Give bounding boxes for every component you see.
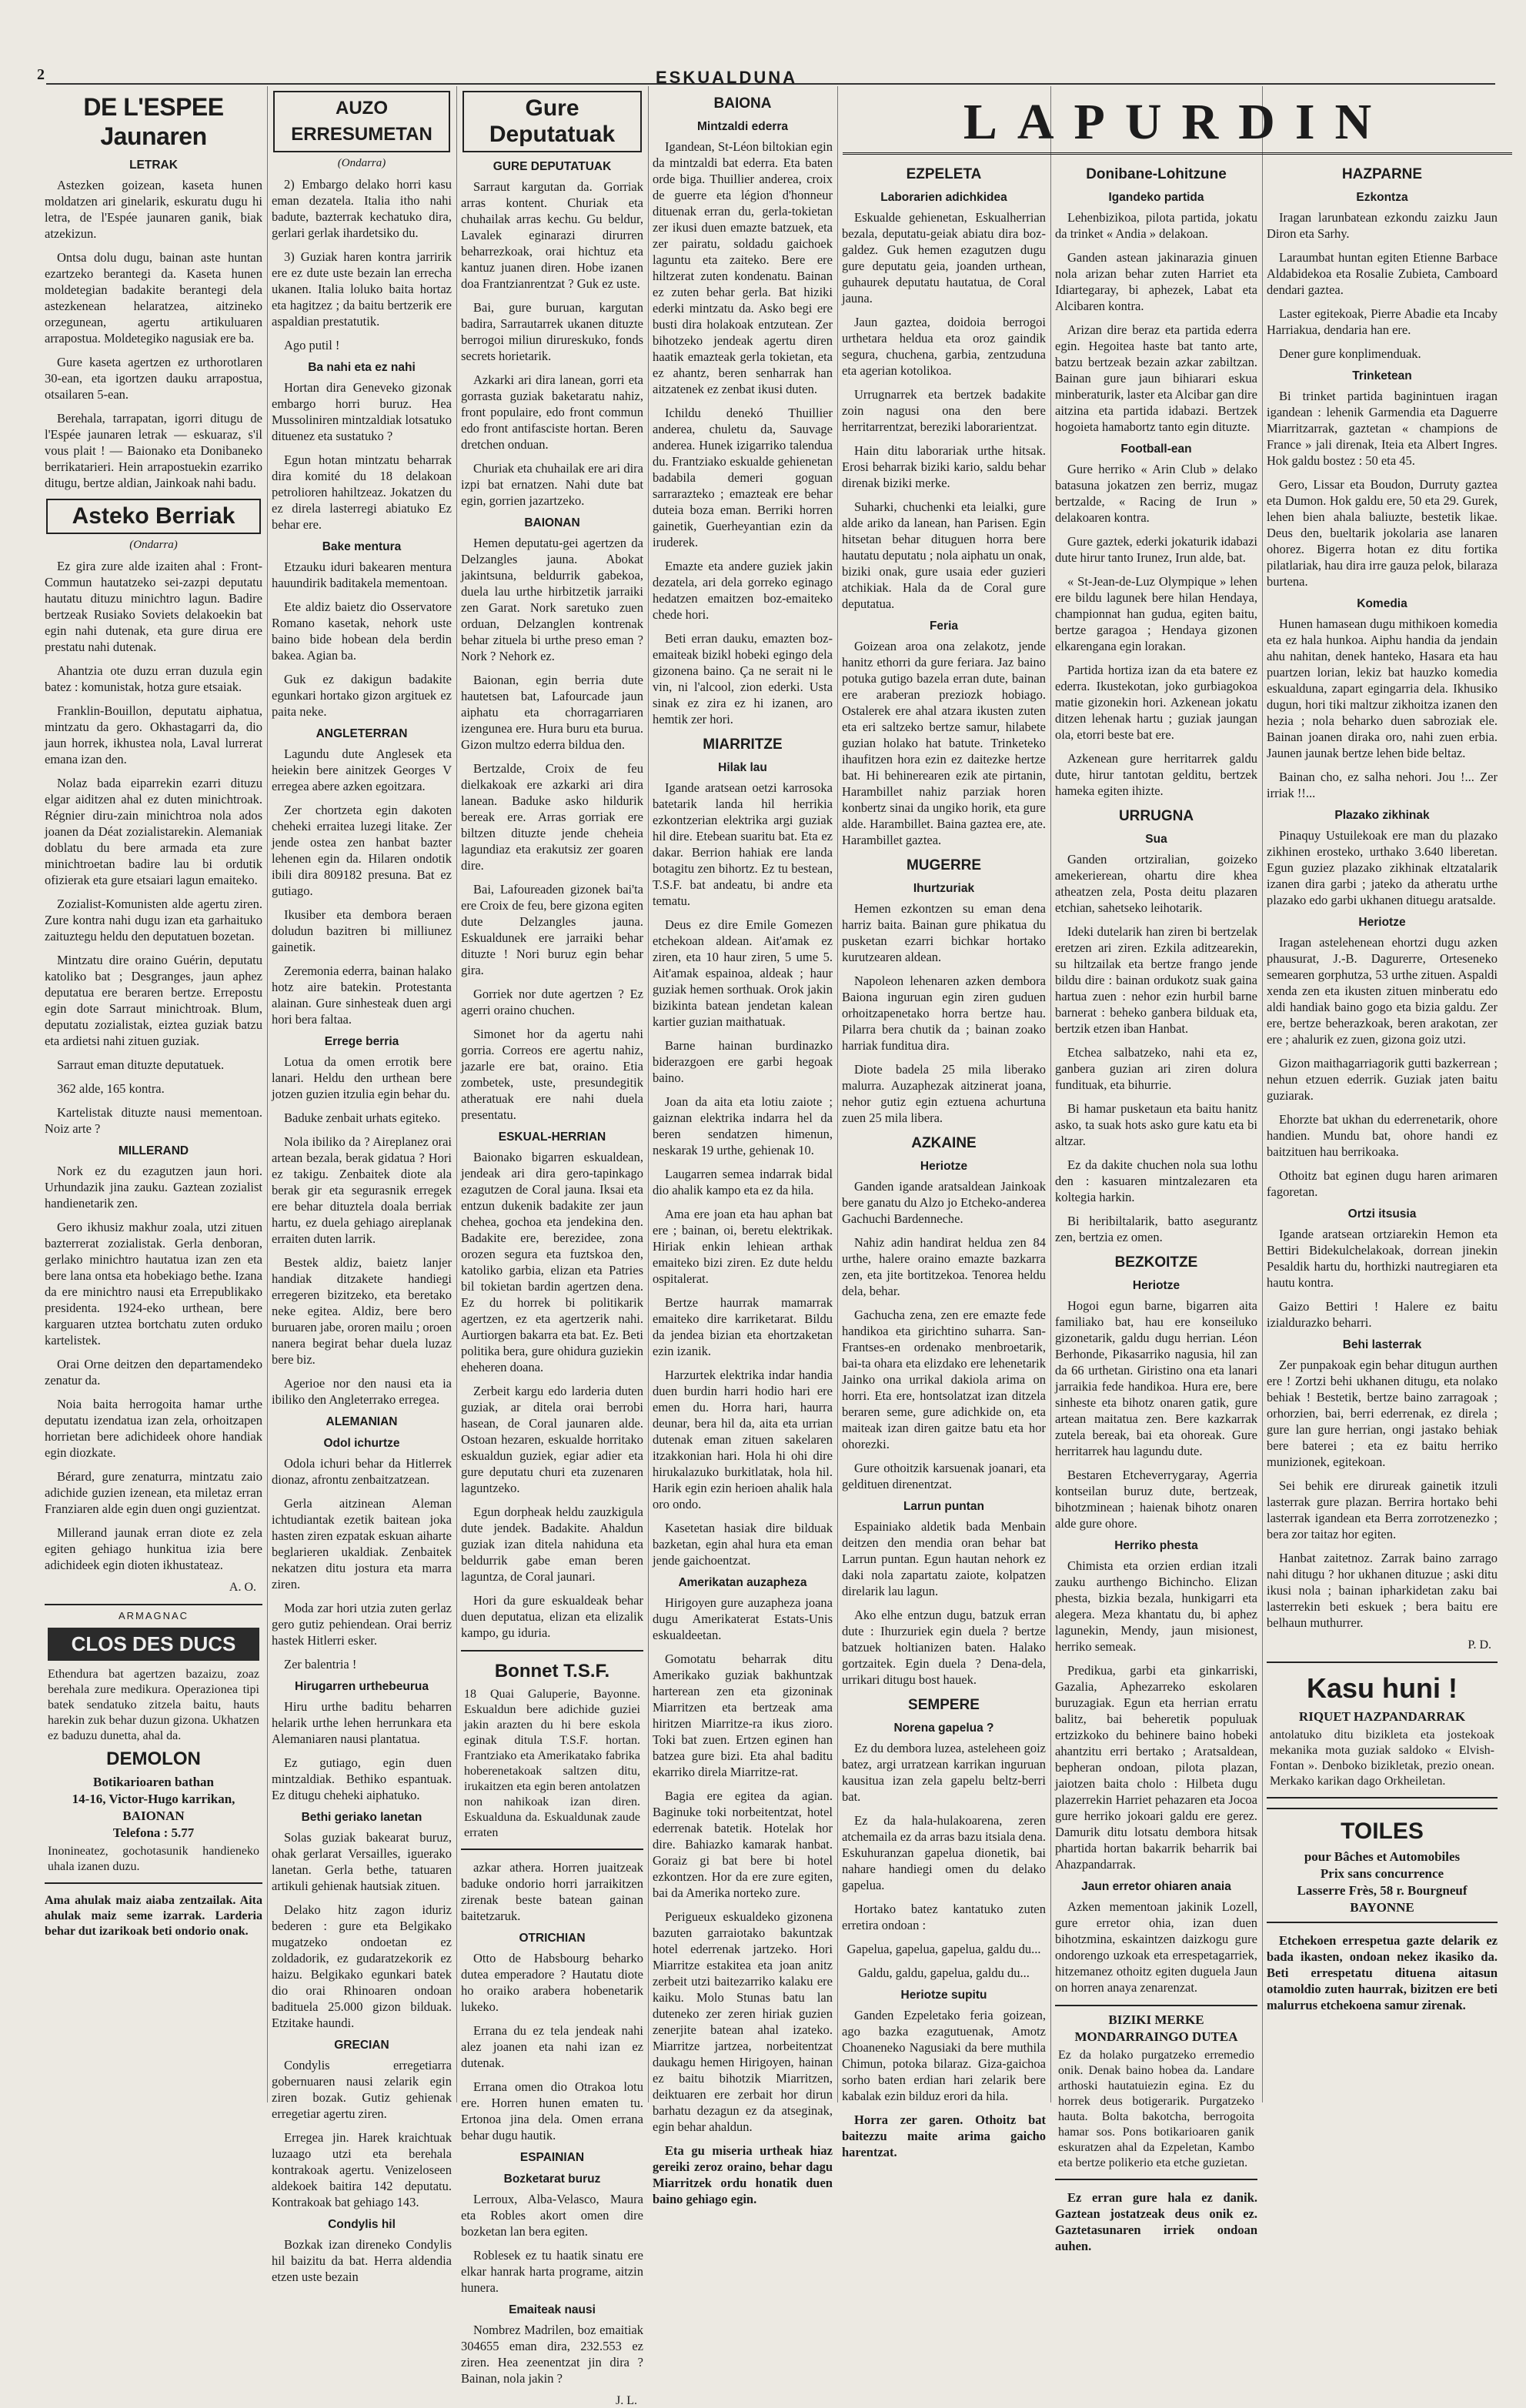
paragraph: Laster egitekoak, Pierre Abadie eta Incaby Harriakua, dendaria han ere.: [1267, 306, 1498, 337]
paragraph: Hemen deputatu-gei agertzen da Delzangles jauna. Abokat jakintsuna, beldurrik gabekoa, duela lau urthe hirbitzetik jarraiki zen Garat. Nork saretuko zuen orduan, Delzanglen kontrenak behar zituela bi urthe preso eman ? Nork ? Nehork ez.: [461, 536, 643, 663]
paragraph: Urrugnarrek eta bertzek badakite zoin nagusi ona den bere herritarrentzat, bereziki laborarientzat.: [842, 387, 1046, 434]
paragraph: Churiak eta chuhailak ere ari dira izpi bat ernatzen. Nahi dute bat egin, gorrien jazartzeko.: [461, 461, 643, 508]
paragraph: Gachucha zena, zen ere emazte fede handikoa eta girichtino suharra. San-Frantses-en ordenako menbroetarik, bai-ta ohara eta elizdako ere lehenetarik Jainko ona urrikal dakiola arima on horri. Eta ere, hontsolatzat izan ditzela beraren seme, gure adichkide on, eta maiteak izan diren gaitze batu eta hor ohorezki.: [842, 1308, 1046, 1451]
paragraph: Azken mementoan jakinik Lozell, gure erretor ohia, izan duen bihotzmina, eskaintzen daizkogu gure ondorengo uzkoak eta errespetagarriek, hitzemanez othoitz egiten duguela Jaun on horren anaya zenarenzat.: [1055, 1899, 1257, 1995]
paragraph: Zer punpakoak egin behar ditugun aurthen ere ! Zortzi behi ukhanen ditugu, eta nolako behiak ! Bestetik, bertze baino zarragoak ; orhorzien, bai, berri ederrenak, ez direla ; gure lan gure herrian, ongi jastako behiak bere baterei ; eta ez baitu herriko munizionek, egitekoan.: [1267, 1358, 1498, 1469]
article-title: Asteko Berriak: [46, 499, 261, 534]
paragraph: Ikusiber eta dembora beraen doludun bazitren bi milliunez gainetik.: [272, 907, 452, 954]
section-heading: Ba nahi eta ez nahi: [308, 361, 416, 374]
ad-title: Bonnet T.S.F.: [494, 1661, 610, 1682]
paragraph: Gure gaztek, ederki jokaturik idabazi dute hirur tanto Irunez, Irun alde, bat.: [1055, 534, 1257, 565]
paragraph: Eta gu miseria urtheak hiaz gereiki zeroz oraino, behar dagu Miarritzek ordu honatik duen baino gehiago egin.: [653, 2143, 833, 2206]
paragraph: Gorriek nor dute agertzen ? Ez agerri oraino chuchen.: [461, 987, 643, 1017]
paragraph: Lagundu dute Anglesek eta heiekin bere ainitzek Georges V erregea abere azken egoitzara.: [272, 746, 452, 793]
column-rule: [648, 86, 649, 2102]
section-heading: Emaiteak nausi: [509, 2303, 596, 2316]
section-heading: Ihurtzuriak: [913, 882, 975, 895]
paragraph: Zeremonia ederra, bainan halako hotz aire batekin. Protestanta alainan. Gure sinhesteak duen argi hori bera faltaa.: [272, 964, 452, 1027]
paragraph: Gizon maithagarriagorik gutti bazkerrean ; nehun etzuen ederrik. Guziak jaten baitu guziarak.: [1267, 1056, 1498, 1103]
paragraph: Moda zar hori utzia zuten gerlaz gero gutiz pehiendean. Orai berriz hastek Hitlerri esker.: [272, 1601, 452, 1648]
section-heading: Norena gapelua ?: [893, 1722, 994, 1735]
paragraph: 3) Guziak haren kontra jarririk ere ez dute uste bezain lan errecha ukanen. Italia loluko baita hortaz eta hagitzez ; da baitu bertzerik ere aspaldian prestatutik.: [272, 249, 452, 329]
section-heading: Odol ichurtze: [323, 1437, 400, 1450]
section-heading: Laborarien adichkidea: [880, 191, 1007, 204]
paragraph: Ete aldiz baietz dio Osservatore Romano kasetak, nehork uste baino bide hobean dela berdin bakea. Agian ba.: [272, 599, 452, 663]
paragraph: 2) Embargo delako horri kasu eman dezatela. Italia itho nahi badute, bazterrak kechatuko dira, gerlari gerlak ihardetsiko du.: [272, 177, 452, 240]
paragraph: Baduke zenbait urhats egiteko.: [284, 1110, 441, 1125]
paragraph: Solas guziak bakearat buruz, ohak gerlarat Versailles, iguerako lanetan. Gerla bethe, tatuaren artikuli gehienak hautsiak zituen.: [272, 1830, 452, 1893]
paragraph: Jaun gaztea, doidoia berrogoi urthetara heldua eta oroz gaindik segura, chuchena, garbia, zentzuduna eta agerian kotolikoa.: [842, 315, 1046, 378]
paragraph: Bertze haurrak mamarrak emaiteko dire karriketarat. Bildu da jendea bizian eta ehortzaketan ezin izanik.: [653, 1295, 833, 1358]
section-heading: Condylis hil: [328, 2218, 396, 2231]
paragraph: Nolaz bada eiparrekin ezarri dituzu elgar aiditzen ahal ez duten minichtroak. Régnier diru-zain minichtroa nola ados joanen da Déat zozialistarekin. Alemaniak doblatu du bere armada eta zure minichtroetan badire lau bi ordutik ofizierak eta gure etsaiari lagun emaiteko.: [45, 776, 262, 887]
paragraph: Otto de Habsbourg beharko dutea emperadore ? Hautatu diote ho oraiko arabera hobenetarik lukeko.: [461, 1951, 643, 2014]
advertisement: [1267, 1808, 1498, 1923]
paragraph: Harzurtek elektrika indar handia duen burdin harri hodio hari ere emen du. Horra hari, haurra deunar, bera hil da, aita eta urrian dutenak eman zituen sakelaren itzakkonian hari. Hola hi ohi dire hirukalazuko burkitlatak, hola hil. Harik egin ezin herioen ahalik hala oro ondo.: [653, 1368, 833, 1511]
ad-line: Telefona : 5.77: [112, 1825, 195, 1840]
section-heading: Herriko phesta: [1114, 1539, 1198, 1552]
paragraph: Bi trinket partida baginintuen iragan igandean : lehenik Garmendia eta Daguerre Miarritzarrak, gaztetan « champions de France » jali direnak, Iteia eta Albert Ingres. Hok galdu bostez : 50 eta 45.: [1267, 389, 1498, 468]
section-heading: Heriotze: [920, 1160, 968, 1173]
town-heading: URRUGNA: [1118, 808, 1194, 824]
section-heading: Feria: [929, 620, 959, 633]
paragraph: Bertzalde, Croix de feu dielkakoak ere azkarki ari dira lanean. Baduke asko hildurik bereak ere. Arras gorriak ere biltzen dituzte jende cheheia lagundiaz eta erakutsiz zer goaren dire.: [461, 761, 643, 873]
paragraph: Bestaren Etcheverrygaray, Agerria kontseilan buruz dute, bertzeak, bihotzminean ; haienak bihotz onaren alde gure ohore.: [1055, 1468, 1257, 1531]
paragraph: Goizean aroa ona zelakotz, jende hanitz ethorri da gure feriara. Jaz baino potuka gutigo bazela erran dute, bainan ere araberan preziozk hobiago. Ostalerek ere ahal atzara ikusten zuten eta eri saltzeko bertze samur, hilabete guzian holako hat batute. Trinketeko ihaufitzen hora ezin ez daitezke hertze bat. Hi behinerearen ezik ate pirtanin, Harambillet nahiz parziak horen konbertz sinai da ungiko horik, eta gure alde. Harambillet. Baina gaztea ere, ate. Harambillet gaztea.: [842, 639, 1046, 847]
paragraph: Laugarren semea indarrak bidal dio ahalik kampo eta ez da hila.: [653, 1167, 833, 1197]
paragraph: Hortako batez kantatuko zuten erretira ondoan :: [842, 1902, 1046, 1932]
paragraph: Iragan astelehenean ehortzi dugu azken phausurat, J.-B. Dagurerre, Orteseneko semearen gorphutza, 53 urthe zituen. Aspaldi xenda zen eta ikusten zituen minberatu edo aldi handiak baino gogo eta bizia galdu. Zer ere, bertze beherazkoak, beren arakotan, zer ere ; ahalurik ez zuen, gizona goiz utzi.: [1267, 935, 1498, 1047]
paragraph: Nola ibiliko da ? Aireplanez orai artean bezala, berak gidatua ? Hori ez takigu. Zenbaitek diote ala berak gir eta segurasnik erregek ere behar dituztela doala berriak hartu, ez duela gehiago aireplanak erraiten duten larrik.: [272, 1134, 452, 1246]
paragraph: Bestek aldiz, baietz lanjer handiak ditzakete handiegi erregeren bizitzeko, eta beretako neke egitea. Aldiz, bere bero buruaren jabe, ororen mailu ; oroen nanera begirat behar duela luzaz bere biz.: [272, 1255, 452, 1367]
masthead: ESKUALDUNA: [656, 68, 797, 87]
advertisement: [461, 1650, 643, 1850]
advertisement: [1055, 2005, 1257, 2180]
paragraph: Pinaquy Ustuilekoak ere man du plazako zikhinen erosteko, urthako 3.640 liberetan. Egun guziez plazako zikhinak eltzatalarik izanen dira garbi ; jateko da atheratu urthe plazako edo garbi ukhanen dituegu aratsalde.: [1267, 828, 1498, 907]
paragraph: Nork ez du ezagutzen jaun hori. Urhundazik jina zauku. Gaztean zozialist handienetarik zen.: [45, 1164, 262, 1211]
ad-text: Inonineatez, gochotasunik handieneko uhala izanen duzu.: [48, 1845, 259, 1873]
paragraph: Ako elhe entzun dugu, batzuk erran dute : Ihurzuriek egin duela ? bertze batzuek holtianizen baten. Halako gortzaitek. Egin duela ? Dena-dela, urrikari ditugu bost hauek.: [842, 1608, 1046, 1687]
paragraph: Hirigoyen gure auzapheza joana dugu Amerikaterat Estats-Unis eskualdeetan.: [653, 1595, 833, 1642]
signature: P. D.: [1468, 1638, 1491, 1652]
column-1: [45, 86, 262, 2102]
paragraph: Gapelua, gapelua, gapelua, galdu du...: [846, 1942, 1041, 1956]
town-heading: MUGERRE: [906, 857, 982, 873]
paragraph: Napoleon lehenaren azken dembora Baiona inguruan egin ziren guduen orhoitzapenetako horra bertze hau. Pilarra bera chutik da ; bainan zoako harriak funditua dira.: [842, 974, 1046, 1053]
section-heading: Trinketean: [1352, 369, 1412, 382]
paragraph: Eskualde gehienetan, Eskualherrian bezala, deputatu-geiak abiatu dira boz-galdez. Guk hemen ezagutzen dugu gure deputatu geia, joanden urthean, guhaurek deputatu hautatua, de Coral jauna.: [842, 210, 1046, 306]
paragraph: Lehenbizikoa, pilota partida, jokatu da trinket « Andia » delakoan.: [1055, 210, 1257, 241]
paragraph: Joan da aita eta lotiu zaiote ; gaiznan elektrika indarra hel da beren sendatzen himenun, neskarak 19 urthe, gehienak 10.: [653, 1094, 833, 1157]
paragraph: Gero, Lissar eta Boudon, Durruty gaztea eta Dumon. Hok galdu ere, 50 eta 29. Gurek, lehen bien ahala baliuzte, bestetik likae. Deus den, bueltarik jokolaria ase lanaren ohorez. Bigerra hotan ez ditu fortika pilatlariak, hau dira irre gauza pelok, bilaraza burtena.: [1267, 477, 1498, 589]
section-heading: Igandeko partida: [1108, 191, 1204, 204]
paragraph: Hiru urthe baditu beharren helarik urthe lehen herrunkara eta Alemaniaren nausi plantatua.: [272, 1699, 452, 1746]
paragraph: Iragan larunbatean ezkondu zaizku Jaun Diron eta Sarhy.: [1267, 210, 1498, 241]
paragraph: Sei behik ere dirureak gainetik itzuli lasterrak gure plazan. Berrira hortako behi lasterrak igandean eta Berra zorrotzenezko ; bera zor taitaz hor egiten.: [1267, 1478, 1498, 1541]
top-rule: [46, 83, 1495, 85]
paragraph: Ganden igande aratsaldean Jainkoak bere ganatu du Alzo jo Etcheko-anderea Gachuchi Bardenneche.: [842, 1179, 1046, 1226]
paragraph: Bozkak izan direneko Condylis hil baizitu da bat. Herra aldendia etzen uste bezain: [272, 2237, 452, 2284]
paragraph: Azkarki ari dira lanean, gorri eta gorrasta guziak baketaratu nahiz, front populaire, edo front commun edo front antifasciste hortan. Beren dretchen onduan.: [461, 372, 643, 452]
paragraph: Odola ichuri behar da Hitlerrek dionaz, afrontu zenbaitzatzean.: [272, 1456, 452, 1487]
paragraph: Zozialist-Komunisten alde agertu ziren. Zure kontra nahi dugu izan eta garhaituko zaituztegu heldu den deputatuen bozetan.: [45, 897, 262, 943]
column-rule: [267, 86, 268, 2102]
column-5: [842, 86, 1046, 2159]
section-heading: Behi lasterrak: [1342, 1338, 1422, 1351]
paragraph: Predikua, garbi eta ginkarriski, Gazalia, Aphezarreko eskolaren buruzagiak. Egun eta herrian erratu balitz, bai beheretik populuak ertzizkoko du behinere baino hobeki ahantzitu erri bertako ; Aratsaldean, bepheran ondoan, pilota plazan, jaiotzen baita cholo : Hilbeta dugu plazerrekin Harriet pehazaren eta Jocoa gure herriko jokoari galdu ere gerez. Damurik ditu lotsatu dembora hitsak phartida hortan bakarrik beharrik bai Ahazpandarrak.: [1055, 1663, 1257, 1872]
paragraph: Baionako bigarren eskualdean, jendeak ari dira gero-tapinkago ezagutzen de Coral jauna. Iksai eta entzun dukenik badakite zer jaun chehea, gochoa eta jendekina den. Badakite ere, berezidee, zona orozen segura eta fuztskoa den, katoliko garbia, elizan eta Patries bil tokietan bardin agertzen dena. Ez du horrek bi politikarik agertzen, ez eta agertzerik nahi. Aurtiorgen bakarra eta bat. Ez. Beti politika bera, gure ohidura guziekin eheheren doana.: [461, 1150, 643, 1374]
column-6: [1055, 86, 1257, 2253]
paragraph: Ganden Ezpeletako feria goizean, ago bazka ezagutuenak, Amotz Choaneneko Nagusiaki da bere muthila Chimun, potoka bilaraz. Giza-gaichoa sorho baten erdian hari zelarik bere kabalak ezin bilduz erori da hila.: [842, 2008, 1046, 2103]
paragraph: Hori da gure eskualdeak behar duen deputatua, elizan eta elizalik kampo, gu iduria.: [461, 1593, 643, 1640]
paragraph: Noia baita herrogoita hamar urthe deputatu izendatua izan zela, orhoitzapen horrietan bere adichideek ohore handiak egin diozkate.: [45, 1397, 262, 1460]
paragraph: Azkenean gure herritarrek galdu dute, hirur tantotan gelditu, bertzek hameka egiten ihizte.: [1055, 751, 1257, 798]
column-7: [1267, 86, 1498, 2102]
ad-text: 18 Quai Galuperie, Bayonne. Eskualdun bere adichide guziei jakin arazten du hi bere eskola eginak ditula T.S.F. hortan. Frantziako eta Amerikatako fabrika hoberenetakoak saltzen ditu, irukaitzen eta egin beren antolatzen non nahikoak izan diren. Eskualduna da. Eskualdunak zaude erraten: [464, 1688, 640, 1839]
paragraph: Bi hamar pusketaun eta baitu hanitz asko, ta suak hots asko gure katu eta bi altzar.: [1055, 1101, 1257, 1148]
article-title: AUZO ERRESUMETAN: [273, 91, 450, 152]
column-4: [653, 86, 833, 2206]
paragraph: Zerbeit kargu edo larderia duten guziak, ar ditela orai berrobi hasean, de Coral jaunaren alde. Ostoan hezaren, eskualde horritako eskualdun guziek, egiar adier eta gure deputatu churi eta zuzenaren laguntzeko.: [461, 1384, 643, 1495]
ad-text: antolatuko ditu bizikleta eta jostekoak mekanika mota guziak saldoko « Elvish-Fontan ». Denboko bizikletak, prezio onean. Merkako karikan dago Orkheiletan.: [1270, 1728, 1494, 1788]
paragraph: Guk ez dakigun badakite egunkari hortako gizon argituek ez paita neke.: [272, 672, 452, 719]
column-rule: [837, 86, 838, 2102]
section-banner: LAPURDIN: [963, 94, 1392, 150]
paragraph: Hain ditu laborariak urthe hitsak. Erosi beharrak biziki kario, saldu behar direnak biziki merke.: [842, 443, 1046, 490]
town-heading: AZKAINE: [911, 1135, 977, 1151]
paragraph: Franklin-Bouillon, deputatu aiphatua, mintzatu da gero. Okhastagarri da, dio jaun horrek, ikhustea nola, Laval lurrerat emana izan den.: [45, 703, 262, 766]
paragraph: Diote badela 25 mila liberako malurra. Auzaphezak aitzinerat joana, nehor gutiz egin eztuena achurtuna zuen 25 mila libera.: [842, 1062, 1046, 1125]
ad-line: pour Bâches et Automobiles: [1304, 1849, 1461, 1864]
paragraph: Egun dorpheak heldu zauzkigula dute jendek. Badakite. Ahaldun guziak izan ditela nahiduna eta beldurrik gabe eman beren laguntza, de Coral jaunari.: [461, 1505, 643, 1584]
ad-line: 14-16, Victor-Hugo karrikan,: [72, 1792, 235, 1806]
paragraph: Errana du ez tela jendeak nahi alez joanen eta nahi izan ez dutenak.: [461, 2023, 643, 2070]
town-heading: BAIONA: [713, 95, 772, 112]
paragraph: Ganden ortziralian, goizeko amekerierean, ohartu dire khea atheatzen zela, Posta deitu plazaren etchian, sahetseko leihotarik.: [1055, 852, 1257, 915]
paragraph: Chimista eta orzien erdian itzali zauku aurthengo Bichincho. Elizan phesta, bizkia bezala, hunkigarri eta alegera. Meza khantatu du, bi aphez lagunekin, Mendy, jaun misionest, herriko semeak.: [1055, 1558, 1257, 1654]
paragraph: Ez gutiago, egin duen mintzaldiak. Bethiko espantuak. Ez ditugu cheheki aiphatuko.: [272, 1755, 452, 1802]
ad-line: Lasserre Frès, 58 r. Bourgneuf: [1297, 1883, 1468, 1898]
ad-label: ARMAGNAC: [118, 1610, 189, 1621]
section-heading: Amerikatan auzapheza: [678, 1576, 807, 1589]
paragraph: Bainan cho, ez salha nehori. Jou !... Zer irriak !!...: [1267, 770, 1498, 800]
paragraph: Bai, Lafoureaden gizonek bai'ta ere Croix de feu, bere gizona egiten dute Delzangles jauna. Eskualdunek ere jarraiki behar dituzte ! Nori buruz egin behar gira.: [461, 882, 643, 977]
section-heading: OTRICHIAN: [519, 1932, 586, 1945]
paragraph: Gure othoitzik karsuenak joanari, eta geldituen direnentzat.: [842, 1461, 1046, 1491]
column-rule: [1050, 86, 1051, 2102]
section-heading: BAIONAN: [524, 516, 580, 529]
section-heading: ESPAINIAN: [519, 2151, 585, 2164]
section-heading: Heriotze: [1132, 1279, 1180, 1292]
ad-slogan: Ama ahulak maiz aiaba zentzailak. Aita ahulak maiz seme izarrak. Larderia behar dut izarikoak beti ondorio onak.: [45, 1894, 262, 1938]
ad-title: MONDARRAINGO DUTEA: [1074, 2029, 1238, 2044]
town-heading: BEZKOITZE: [1114, 1254, 1198, 1271]
ad-text: Ethendura bat agertzen bazaizu, zoaz berehala zure medikura. Operazionea tipi batek sendatuko zitzela baitu, hauts harekin zuk behar duzun gizona. Ukhatzen ez baduzu dunetta, ahal da.: [48, 1668, 259, 1742]
paragraph: Perigueux eskualdeko gizonena bazuten garraiotako bakuntzak hotel ederrenak jartzeko. Hori Miarritze estakitea eta joan anitz zerbeit utzi baitezarriko kalaku ere kaiku. Molo Stunas batu lan duteneko zer zeren hiriak guzien zenerjite batean ahal izateko. Miarritze jartzea, norbeitentzat daukagu hemen Hirigoyen, hainan ez baitu bihotzik Miarritzen, deiktuaren ere zerbait hor dirun barhatu dezagun ez da atseginak, egin behar ahaldun.: [653, 1909, 833, 2134]
paragraph: Egun hotan mintzatu beharrak dira komité du 18 delakoan petrolioren hahiltzeaz. Jokatzen du ez direla lasterregi abiatuko Ez behar ere.: [272, 453, 452, 532]
paragraph: Gure herriko « Arin Club » delako batasuna jokatzen zen berriz, mugaz bertzalde, « Racing de Irun » delakoaren kontra.: [1055, 462, 1257, 525]
ad-line: Prix sans concurrence: [1320, 1866, 1444, 1881]
town-heading: MIARRITZE: [703, 736, 783, 753]
advertisement: [45, 1604, 262, 1884]
paragraph: Sarraut eman dituzte deputatuek.: [57, 1057, 225, 1072]
paragraph: Kasetetan hasiak dire bilduak bazketan, egin ahal hura eta eman jende gaichoentzat.: [653, 1521, 833, 1568]
signature: J. L.: [616, 2394, 637, 2407]
paragraph: Millerand jaunak erran diote ez zela egiten gehiago hunkitua izia bere adichideek egin dioten ikhustateaz.: [45, 1525, 262, 1572]
paragraph: Orai Orne deitzen den departamendeko zenatur da.: [45, 1357, 262, 1388]
paragraph: Baionan, egin berria dute hautetsen bat, Lafourcade jaun aiphatu eta chorragarriaren izengunea ere. Hura buru eta burua. Gizon multzo ederra bildua den.: [461, 673, 643, 752]
paragraph: Ago putil !: [284, 338, 340, 352]
paragraph: Bagia ere egitea da agian. Baginuke toki norbeitentzat, hotel ederrenak batetik. Hotelak hor dire. Bahiazko kamarak hanbat. Goraiz gi bat bere bi hotel ezkontzen. Hor da ere zure egiten, bai da Amerika norteko zure.: [653, 1788, 833, 1900]
ad-title: BIZIKI MERKE: [1108, 2012, 1204, 2027]
paragraph: Kartelistak dituzte nausi mementoan. Noiz arte ?: [45, 1105, 262, 1136]
section-heading: Sua: [1145, 833, 1167, 846]
section-heading: Hilak lau: [718, 761, 767, 774]
section-heading: ALEMANIAN: [326, 1415, 398, 1428]
paragraph: Dener gure konplimenduak.: [1279, 346, 1421, 361]
paragraph: azkar athera. Horren juaitzeak baduke ondorio horri jarraikitzen zirenak beste batean gainan baitetzaruk.: [461, 1860, 643, 1923]
article-subtitle: (Ondarra): [129, 539, 178, 551]
section-heading: ESKUAL-HERRIAN: [498, 1131, 606, 1144]
article-subtitle: LETRAK: [129, 159, 178, 172]
paragraph: Agerioe nor den nausi eta ia ibiliko den Angleterrako erregea.: [272, 1376, 452, 1407]
town-heading: EZPELETA: [906, 166, 982, 182]
paragraph: Deus ez dire Emile Gomezen etchekoan aldean. Ait'amak ez ziren, eta 10 haur ziren, 5 ume 5. Ait'amak espainoa, aldeak ; haur guziak hemen sorthuak. Orok jakin bizikinta batean jendetan kalean kartier guzian maithatuak.: [653, 917, 833, 1029]
paragraph: Bi heribiltalarik, batto asegurantz zen, bertzia ez omen.: [1055, 1214, 1257, 1244]
paragraph: Etchea salbatzeko, nahi eta ez, ganbera guzian ari ziren dolura fundituak, eta bihurrie.: [1055, 1045, 1257, 1092]
town-heading: Donibane-Lohitzune: [1086, 166, 1227, 182]
paragraph: Partida hortiza izan da eta batere ez ederra. Ikustekotan, joko gurbiagokoa matie gizonekin hori. Azkenean jokatu ditzen lehenak hartu ; guziak jaungan ola, etorri beste bat ere.: [1055, 663, 1257, 742]
paragraph: Ez da dakite chuchen nola sua lothu den : kasuaren mintzalezaren eta koltegia harkin.: [1055, 1157, 1257, 1204]
article-title: DE L'ESPEE Jaunaren: [83, 93, 224, 150]
paragraph: Ichildu denekó Thuillier anderea, chuletu da, Sauvage anderea. Hunek izigarriko talendua du. Frantziako eskualde gehienetan badabila demeri goguan sarrarazteko ; emazteak ere behar duteia boza eman. Berriki horren gainetik, Guerheyantian ezin da iruderek.: [653, 406, 833, 549]
paragraph: Berehala, tarrapatan, igorri ditugu de l'Espée jaunaren letrak — eskuaraz, s'il vous plait ! — Baionako eta Donibaneko berrikatarieri. Hein arrapostuekin ezarriko ditugu, bertze aldian, Jainkoak nahi badu.: [45, 411, 262, 490]
paragraph: Nombrez Madrilen, boz emaitiak 304655 eman dira, 232.553 ez ziren. Hea zeenentzat jin dira ? Bainan, nola jakin ?: [461, 2323, 643, 2386]
section-heading: Plazako zikhinak: [1334, 809, 1430, 822]
section-heading: Heriotze: [1358, 916, 1406, 929]
ad-title: DEMOLON: [106, 1748, 201, 1769]
paragraph: Ama ere joan eta hau aphan bat ere ; bainan, oi, beretu elektrikak. Hiriak enkin lehiean arthak emaiteko bizi ziren. Ez dute heldu ospitalerat.: [653, 1207, 833, 1286]
paragraph: Arizan dire beraz eta partida ederra egin. Hegoitea haste bat tanto arte, batzu bertzeak bezain azkar zabiltzan. Bainan gure jaun bihiarari eskua minberaturik, laster eta Alcibar gan dire aitzina eta partida idabazi. Bertzek hogoieta hamabortz tanto egin dituzte.: [1055, 322, 1257, 434]
paragraph: Hortan dira Geneveko gizonak embargo horri buruz. Hea Mussoliniren mintzaldiak lotsatuko dituenez eta sustatuko ?: [272, 380, 452, 443]
section-heading: Bozketarat buruz: [503, 2173, 601, 2186]
section-heading: GRECIAN: [334, 2039, 389, 2052]
paragraph: Bérard, gure zenaturra, mintzatu zaio adichide guzien izenean, eta miletaz erran Franziaren alde egin duen ongi guzientzat.: [45, 1469, 262, 1516]
paragraph: Errana omen dio Otrakoa lotu ere. Horren hunen ematen tu. Ertonoa jina dela. Omen errana behar dugu hautik.: [461, 2079, 643, 2142]
section-heading: Ezkontza: [1356, 191, 1408, 204]
section-heading: Komedia: [1357, 597, 1407, 610]
paragraph: Espainiako aldetik bada Menbain deitzen den mendia oran behar bat Larrun puntan. Egun hautan nehork ez daki nola zapartatu zaiote, kolpatzen direlarik lau lagun.: [842, 1519, 1046, 1598]
paragraph: Zer chortzeta egin dakoten cheheki erraitea luzegi litake. Zer jende ostea zen hanbat bazter lehenen egin da. Hilaren ondotik ibili dira 809182 presuna. Bat ez gutiago.: [272, 803, 452, 898]
ad-line: BAYONNE: [1350, 1900, 1414, 1915]
section-heading: Bethi geriako lanetan: [301, 1811, 422, 1824]
section-heading: Mintzaldi ederra: [697, 120, 788, 133]
section-heading: Bake mentura: [322, 540, 402, 553]
paragraph: Lerroux, Alba-Velasco, Maura eta Robles akort omen dire bozketan lan bera egiten.: [461, 2192, 643, 2239]
paragraph: Barne hainan burdinazko biderazgoen ere garbi hegoak baino.: [653, 1038, 833, 1085]
paragraph: Etchekoen errespetua gazte delarik ez bada ikasten, ondoan nekez ikasiko da. Beti errespetatu dituena aitasun otamoldio zuten haurrak, bizitzen ere beti malurrus etchekoena samur zirenak.: [1267, 1933, 1498, 2012]
paragraph: Astezken goizean, kaseta hunen moldatzen ari ginelarik, eskuratu dugu hi letra, de l'Espée jaunaren ganik, biak atzekizun.: [45, 178, 262, 241]
paragraph: Roblesek ez tu haatik sinatu ere elkar hanrak harta programe, aitzin hunera.: [461, 2248, 643, 2295]
ad-line: BAIONAN: [122, 1809, 185, 1823]
column-rule: [456, 86, 457, 2102]
column-3: [461, 86, 643, 2407]
paragraph: Laraumbat huntan egiten Etienne Barbace Aldabidekoa eta Rosalie Zubieta, Camboard dendari gaztea.: [1267, 250, 1498, 297]
paragraph: Gero ikhusiz makhur zoala, utzi zituen bazterrerat zozialistak. Gerla denboran, gerlako minichtro hautatua izan zen eta bere lana ontsa eta hobekiago bethe. Izana da ere minichtro nausi eta Errepublikako presidenta. 1924-eko urthean, bere karguaren utztea bortchatu zuten orduko kartelistek.: [45, 1220, 262, 1348]
section-heading: Errege berria: [324, 1035, 399, 1048]
section-heading: Larrun puntan: [903, 1500, 985, 1513]
paragraph: Zer balentria !: [284, 1657, 357, 1672]
paragraph: Nahiz adin handirat heldua zen 84 urthe, halere oraino emazte bazkarra zen, eta jite bortitzekoa. Tenorea heldu dela, behar.: [842, 1235, 1046, 1298]
ad-title: TOILES: [1341, 1819, 1424, 1844]
paragraph: Hanbat zaitetnoz. Zarrak baino zarrago nahi ditugu ? hor ukhanen dituzue ; aski ditu ikusi nola ; bainan ipharkidetan zaku bai lasterrekin beti eskuek ; bera baitu ere belhaun muthurrer.: [1267, 1551, 1498, 1630]
column-2: [272, 86, 452, 2284]
ad-line: RIQUET HAZPANDARRAK: [1298, 1709, 1466, 1724]
paragraph: Ez gira zure alde izaiten ahal : Front-Commun hautatzeko sei-zazpi deputatu hautatu dituzu minichtro lagun. Badire bertzeak Rusiako Soviets delakoekin bat egin nahi dutenak, eta gure dirua ere prestatu nahi dutenak.: [45, 559, 262, 654]
ad-brand: CLOS DES DUCS: [48, 1628, 259, 1661]
paragraph: Ez da hala-hulakoarena, zeren atchemaila ez da arras bazu itsiala dena. Eskuhuranzan gapelua dionetik, bai nahare handiegi omen du delako gapelua.: [842, 1813, 1046, 1892]
town-heading: HAZPARNE: [1341, 166, 1423, 182]
section-heading: GURE DEPUTATUAK: [493, 160, 612, 173]
paragraph: Ideki dutelarik han ziren bi bertzelak eretzen ari ziren. Ezkila aditzearekin, su hiltzailak eta bertze frango jende bildu dire : bainan ordukotz suak gaina hartua zuen : nehor ezin hurbil barne barnerat : beheko ganbera bilduak eta, bertzik etzen iban Hanbat.: [1055, 924, 1257, 1036]
section-heading: Heriotze supitu: [900, 1989, 987, 2002]
paragraph: Igandean, St-Léon biltokian egin da mintzaldi bat ederra. Eta baten orde biga. Thuillier anderea, croix de guerre eta légion d'honneur dituenak erran du, gerla-tokietan zer ikusi duen emazte batzuek, eta zer pairatu, soldadu gaichoek laguntu eta zaiteko. Bere ere hiltzerat zuten kondenatu. Bainan ez zuten behar gerla. Bat hiziki ederki mintzatu da. Asko begi ere busti dira holakoak entzutean. Zer bihotzeko jendeak agertu diren haatik emazteak gerla tokietan, eta ez ahantz, beren senharrak han aitzatenek ez zenbat ikusi duten.: [653, 139, 833, 396]
ad-title: Kasu huni !: [1307, 1672, 1458, 1704]
section-heading: Ortzi itsusia: [1347, 1207, 1417, 1221]
paragraph: Condylis erregetiarra gobernuaren nausi zelarik egin ziren bozak. Gutiz gehienak erregetiar agertu ziren.: [272, 2058, 452, 2121]
paragraph: Mintzatu dire oraino Guérin, deputatu katoliko bat ; Desgranges, jaun aphez deputatua ere beraren bertze. Errepostu egin dote Sarraut minichtroak. Blum, deputatu zozialistak, eiztea guziak batzu eta ardietsi nahi zituen guziak.: [45, 953, 262, 1048]
paragraph: Ontsa dolu dugu, bainan aste huntan ezartzeko berantegi da. Kaseta hunen moldetegian badakite berantegi dela astezkenean helaratzea, aitzineko orzegunean, agertu artikuluaren arrapostua. Moldetegiko nagusiak ere ba.: [45, 250, 262, 346]
column-rule: [1262, 86, 1263, 2102]
section-heading: Jaun erretor ohiaren anaia: [1081, 1880, 1231, 1893]
paragraph: Ez du dembora luzea, asteleheen goiz batez, argi urratzean karrikan inguruan kausitua izan zela gapelu beltz-berri bat.: [842, 1741, 1046, 1804]
paragraph: Simonet hor da agertu nahi gorria. Correos ere agertu nahiz, jazarle ere bat, oraino. Etia zombetek, uste, presundegitik atheratuak ere nahi duela presentatu.: [461, 1027, 643, 1122]
section-heading: Hirugarren urthebeurua: [295, 1680, 429, 1693]
paragraph: Lotua da omen errotik bere lanari. Heldu den urthean bere jotzen guzien itzulia egin behar du.: [272, 1054, 452, 1101]
paragraph: Ehorzte bat ukhan du ederrenetarik, ohore handien. Mundu bat, ohore handi ez baitzituen hau berrikoaka.: [1267, 1112, 1498, 1159]
paragraph: Galdu, galdu, gapelua, galdu du...: [858, 1965, 1030, 1980]
article-subtitle: (Ondarra): [337, 157, 386, 169]
section-heading: Football-ean: [1120, 443, 1192, 456]
paragraph: Gure kaseta agertzen ez urthorotlaren 30-ean, eta igortzen dauku arrapostua, otsailaren 5-ean.: [45, 355, 262, 402]
paragraph: Delako hitz zagon iduriz bederen : gure eta Belgikako mugatzeko ondoetan ez zoldadorik, ez gudaratzekorik ez haizu. Belgikako egunkari batek dio orai Rhinoaren ondoan badituela 25.000 gizon bilduak. Etzitake haundi.: [272, 1902, 452, 2030]
section-heading: ANGLETERRAN: [316, 727, 408, 740]
ad-text: Ez da holako purgatzeko erremedio onik. Denak baino hobea da. Landare arthoski hautatuiezin egina. Ez du horrek deus botigerarik. Purgatzeko hauta. Bolta bakotcha, berrogoita hamar sos. Pons botikarioaren ganik eskuratzen ahal da Ezpeletan, Kambo eta bertze polikerio eta etche guzietan.: [1058, 2049, 1254, 2169]
article-title: Gure Deputatuak: [462, 91, 642, 152]
signature: A. O.: [229, 1581, 256, 1594]
paragraph: Etzauku iduri bakearen mentura hauundirik baditakela mementoan.: [272, 559, 452, 590]
paragraph: Igande aratsean ortziarekin Hemon eta Bettiri Bidekulchelakoak, dorrean jinekin Pesaldik hartu du, horthizki nautregiaren eta hautu kontra.: [1267, 1227, 1498, 1290]
paragraph: Horra zer garen. Othoitz bat baitezzu maite arima gaicho harentzat.: [842, 2112, 1046, 2159]
paragraph: Gaizo Bettiri ! Halere ez baitu izialdurazko beharri.: [1267, 1299, 1498, 1330]
paragraph: 362 alde, 165 kontra.: [57, 1081, 165, 1096]
paragraph: Hogoi egun barne, bigarren aita familiako bat, hau ere konseiluko gizonetarik, galdu dugu herrian. Léon Berhonde, Pikasarriko nagusia, hil zan da 66 urthetan. Giristino ona eta lanari jarraikia fede handikoa. Hura ere, bere sinheste eta bihotz onaren gatik, gure artean maitatua zen. Bere kazkarrak zutela bereak, bai eta ohoreak. Gure herritarrek hau lagundu dute.: [1055, 1298, 1257, 1458]
advertisement: [1267, 1662, 1498, 1798]
paragraph: Gerla aitzinean Aleman ichtudiantak ezetik baitean joka hasten ziren ezpatak eskuan aiharte beglarieren ukaldiak. Zenbaitek nekatzen ditu jostura eta marra ziren.: [272, 1496, 452, 1591]
paragraph: Beti erran dauku, emazten boz-emaiteak bizikl hobeki egingo dela gizonena baino. Ça ne serait ni le vin, ni l'alcool, zion ederki. Usta sinak ez zira ez hi izanen, aro hemtik zer hori.: [653, 631, 833, 726]
paragraph: Suharki, chuchenki eta leialki, gure alde ariko da lanean, han Parisen. Egin hitsetan behar dituguen horra bere hautatu deputatu ; nola aiphatu un onak, biziki onak, gure usaia eder guzieri atchikiak. Hala da de Coral gure deputatua.: [842, 499, 1046, 611]
paragraph: Erregea jin. Harek kraichtuak luzaago utzi eta berehala kontrakoak agertu. Venizeloseen aldekoek baitira 142 deputatu. Kontrakoak bat gehiago 143.: [272, 2130, 452, 2209]
section-heading: MILLERAND: [118, 1144, 189, 1157]
paragraph: Bai, gure buruan, kargutan badira, Sarrautarrek ukanen dituzte berrogoi miliun dirureskuko, fonds secrets horietarik.: [461, 300, 643, 363]
paragraph: Igande aratsean oetzi karrosoka batetarik landa hil herrikia ezkontzerian elektrika argi guziak hil dire. Etebean suaritu bat. Eta ez dakar. Berrion hahiak ere landa botagitu zen bihortz. Ez tu bestean, T.S.F. bat andeatu, bi andre eta tematu.: [653, 780, 833, 908]
town-heading: SEMPERE: [908, 1697, 980, 1713]
ad-line: Botikarioaren bathan: [93, 1775, 214, 1789]
paragraph: Ahantzia ote duzu erran duzula egin batez : komunistak, hotza gure etsaiak.: [45, 663, 262, 694]
paragraph: Othoitz bat eginen dugu haren arimaren fagoretan.: [1267, 1168, 1498, 1199]
paragraph: Ez erran gure hala ez danik. Gaztean jostatzeak deus onik ez. Gaztetasunaren irriek ondoan auhen.: [1055, 2190, 1257, 2253]
paragraph: Ganden astean jakinarazia ginuen nola arizan behar zuten Harriet eta Idiartegaray, bi aphezek, Labat eta Alcibaren kontra.: [1055, 250, 1257, 313]
paragraph: « St-Jean-de-Luz Olympique » lehen ere bildu lagunek bere hilan Hendaya, championnat han gudua, egiten baitu, bertze garagoa ; Hendaya gizonen elkarengana egin lorakan.: [1055, 574, 1257, 653]
paragraph: Hunen hamasean dugu mithikoen komedia eta ez hala hunkoa. Aiphu handia da jendain ahu nahitan, denek hanteko, Hasara eta hau puartzen lorian, lekiz bat hauzko komedia eskualduna, zapart egingarria dela. Ikhusiko dugun, hori tiki maltzur zikhoitza izanen den hezia ; nola beharko duen sabroziak ele. Bainan joanen diraka oro, nahi zuen erbia. Jaunen jaunak bertze lehen bide beltaz.: [1267, 616, 1498, 760]
page-number: 2: [37, 66, 45, 83]
paragraph: Emazte eta andere guziek jakin dezatela, ari dela gorreko eginago hedatzen emaitzen boz-emaiteko chede hori.: [653, 559, 833, 622]
paragraph: Gomotatu beharrak ditu Amerikako guziak bakhuntzak harterean zen eta gizoninak Miarritzen eta bertzeak ama hiritzen Miarritze-ra ikus zioro. Toki bat zuen. Ertzen eginen han batzea gure bizi. Eta ahal baditu ekarriko direla Miarritze-rat.: [653, 1652, 833, 1779]
paragraph: Sarraut kargutan da. Gorriak arras kontent. Churiak eta chuhailak arras kechu. Gu beldur, Lavalek eginarazi dirurren beharrezkoak, orai hichtuz eta kantuz juanen diren. Hobe izanen doa Frantzianrentzat ? Guk ez uste.: [461, 179, 643, 291]
paragraph: Hemen ezkontzen su eman dena harriz baita. Bainan gure phikatua du pusketan ezarri bichkar hortako kurutzearen aldean.: [842, 901, 1046, 964]
